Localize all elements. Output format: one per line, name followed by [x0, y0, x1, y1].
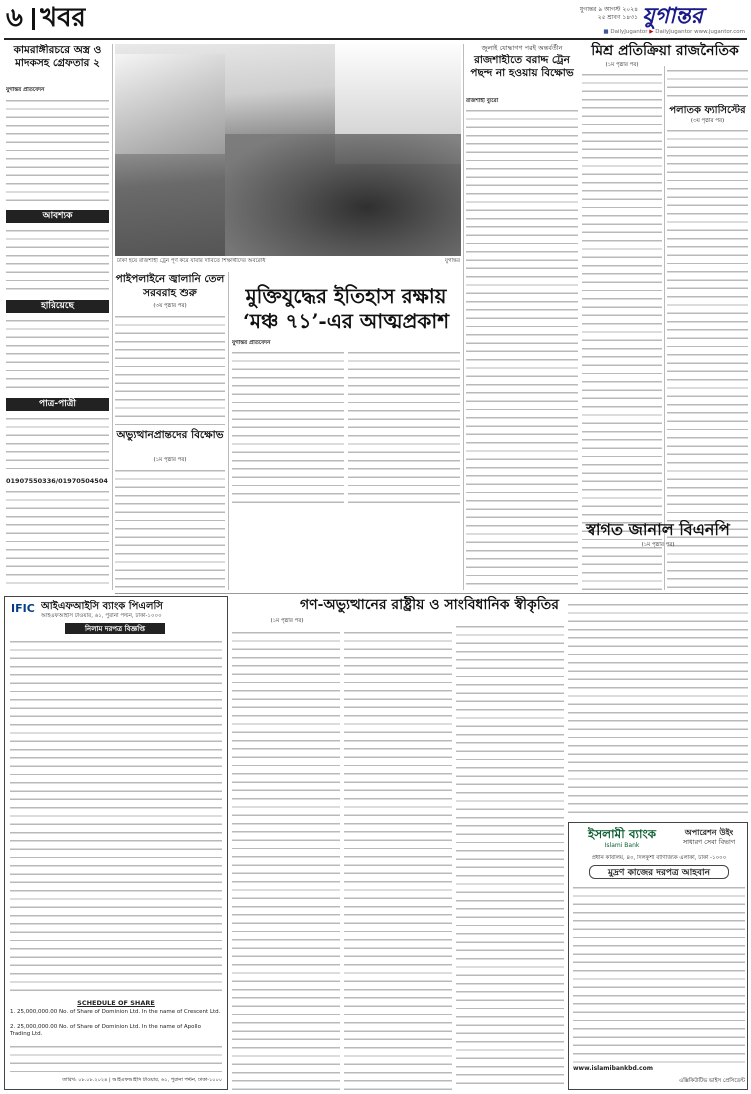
- welcome-bnp-headline[interactable]: স্বাগত জানাল বিএনপি: [586, 520, 730, 539]
- classified-phone: 01907550336/01970504504: [6, 477, 108, 485]
- mass-uprising-body-col3: [456, 622, 564, 1090]
- ific-notice-title: নিলাম দরপত্র বিজ্ঞপ্তি: [65, 623, 165, 634]
- youtube-icon[interactable]: ▶: [649, 29, 654, 35]
- pipeline-story-title[interactable]: পাইপলাইনে জ্বালানি তেল সরবরাহ শুরু: [115, 273, 225, 299]
- islami-bank-ad: [568, 822, 748, 1090]
- mixed-reaction-kicker: (১ম পৃষ্ঠার পর): [605, 62, 639, 68]
- classified-hariyeche-body: [6, 316, 109, 394]
- islami-signature: এক্সিকিউটিভ ভাইস প্রেসিডেন্ট: [679, 1078, 745, 1084]
- page-number: ৬: [6, 4, 23, 32]
- ific-logo: IFIC: [11, 602, 35, 615]
- photo-caption: ঢাকা হয়ে রাজশাহী ট্রেন পূর্ণ করে যাবার দাবিতে শিক্ষার্থীদের অবরোধ: [117, 258, 266, 264]
- left-column: [4, 44, 111, 590]
- ific-address: আইএফআইসি টাওয়ার, ৬১, পুরানা পল্টন, ঢাকা-১০০০: [41, 613, 162, 619]
- welcome-bnp-kicker: (১ম পৃষ্ঠার পর): [641, 542, 675, 548]
- news-photo: [115, 44, 461, 256]
- islami-bank-logo-en: Islami Bank: [604, 842, 640, 849]
- mass-uprising-body-col2: [344, 628, 452, 1090]
- fascist-story-kicker: (৩য় পৃষ্ঠার পর): [690, 118, 725, 124]
- main-headline[interactable]: মুক্তিযুদ্ধের ইতিহাস রক্ষায় ‘মঞ্চ ৭১’-এর আত্মপ্রকাশ: [242, 284, 450, 333]
- right-divider-2: [664, 66, 665, 590]
- ific-notice-body-2: [10, 1042, 222, 1072]
- mixed-reaction-body-col2: [667, 66, 748, 100]
- right-divider-1: [463, 44, 464, 590]
- islami-address: প্রধান কার্যালয়, ৪০, দিলকুশা বাণিজ্যিক এলাকা, ঢাকা -১০০০: [591, 855, 727, 861]
- horizontal-rule-mid: [115, 593, 748, 594]
- rajshahi-kicker: জুলাই যোদ্ধাগণ পরই অন্তর্বর্তীন: [481, 44, 563, 52]
- social-youtube[interactable]: DailyJugantor: [655, 29, 693, 35]
- middle-divider: [228, 272, 229, 590]
- rajshahi-headline[interactable]: রাজশাহীতে বরাদ্দ ট্রেন পছন্দ না হওয়ায় বিক্ষোভ: [470, 54, 574, 79]
- mixed-reaction-body-col1: [582, 70, 662, 590]
- welcome-bnp-body: [568, 600, 748, 818]
- classified-header-patro-patri: পাত্র-পাত্রী: [6, 398, 109, 411]
- photo-train: [115, 54, 225, 154]
- photo-credit: যুগান্তর: [444, 258, 460, 264]
- classified-header-hariyeche: হারিয়েছে: [6, 300, 109, 313]
- ific-signature: তারিখ: ০৮.০৮.২০২৪ | আইএফআইসি টাওয়ার, ৬১, পুরানা পল্টন, ঢাকা-১০০০: [62, 1077, 222, 1083]
- classified-header-aboshyok: আবশ্যক: [6, 210, 109, 223]
- rajshahi-byline: রাজশাহী ব্যুরো: [466, 98, 499, 104]
- ific-schedule-title: SCHEDULE OF SHARE: [77, 999, 155, 1007]
- ific-share-2: 2. 25,000,000.00 No. of Share of Dominion Ltd. In the name of Apollo Trading Ltd.: [10, 1024, 201, 1037]
- ific-bank-name: আইএফআইসি ব্যাংক পিএলসি: [41, 601, 163, 612]
- islami-dept-2: সাধারণ সেবা বিভাগ: [682, 838, 736, 846]
- social-links: [545, 28, 745, 36]
- aware-story-kicker: (১ম পৃষ্ঠার পর): [153, 457, 187, 463]
- section-title: খবর: [40, 4, 86, 32]
- classified-aboshyok-body: [6, 226, 109, 296]
- page-number-divider: [32, 8, 35, 30]
- mass-uprising-body-col1: [232, 628, 340, 1090]
- pipeline-story-kicker: (৩য় পৃষ্ঠার পর): [153, 303, 187, 309]
- newspaper-logo[interactable]: যুগান্তর: [642, 3, 703, 29]
- main-story-body-col2: [348, 348, 460, 508]
- islami-notice-title: মুদ্রণ কাজের দরপত্র আহবান: [589, 865, 729, 879]
- main-story-body-col1: [232, 348, 344, 508]
- fascist-story-title[interactable]: পলাতক ফ্যাসিস্টের: [669, 105, 746, 116]
- islami-notice-body: [573, 883, 745, 1063]
- islami-website[interactable]: www.islamibankbd.com: [573, 1065, 653, 1072]
- date-line: যুগান্তর ৯ আগস্ট ২০২৪ ২৫ শ্রাবণ ১৪৩১: [579, 6, 638, 21]
- story-kamrangirchar-body: [6, 96, 109, 206]
- social-website[interactable]: www.jugantor.com: [694, 29, 745, 35]
- islami-bank-logo: ইসলামী ব্যাংক: [587, 827, 657, 841]
- left-column-divider: [112, 44, 113, 590]
- islami-dept: অপারেশন উইং: [684, 827, 734, 837]
- masthead-rule: [4, 38, 747, 40]
- story-kamrangirchar-title[interactable]: কামরাঙ্গীরচরে অস্ত্র ও মাদকসহ গ্রেফতার ২: [13, 44, 102, 69]
- mass-uprising-kicker: (১ম পৃষ্ঠার পর): [270, 618, 304, 624]
- photo-crowd: [225, 134, 461, 256]
- ific-notice-body-1: [10, 637, 222, 997]
- main-story-byline: যুগান্তর প্রতিবেদন: [232, 340, 271, 346]
- story-kamrangirchar-byline: যুগান্তর প্রতিবেদন: [6, 87, 45, 93]
- islami-bank-logo-box: [573, 827, 669, 853]
- ific-bank-ad: [4, 596, 228, 1090]
- ific-share-1: 1. 25,000,000.00 No. of Share of Dominion Ltd. In the name of Crescent Ltd.: [10, 1009, 221, 1015]
- social-facebook[interactable]: DailyJugantor: [610, 29, 648, 35]
- aware-story-title[interactable]: অভ্যুত্থানপ্রান্তদের বিক্ষোভ: [116, 429, 224, 441]
- mixed-reaction-headline[interactable]: মিশ্র প্রতিক্রিয়া রাজনৈতিক: [591, 43, 739, 59]
- facebook-icon[interactable]: ■: [603, 29, 609, 35]
- pipeline-story-body: [115, 312, 225, 425]
- classified-patro-patri-body-1: [6, 414, 109, 476]
- classified-patro-patri-body-2: [6, 487, 109, 588]
- masthead: [0, 0, 751, 40]
- rajshahi-body: [466, 106, 578, 590]
- mass-uprising-headline[interactable]: গণ-অভ্যুত্থানের রাষ্ট্রীয় ও সাংবিধানিক স্বীকৃতির: [300, 597, 559, 613]
- aware-story-body: [115, 466, 225, 590]
